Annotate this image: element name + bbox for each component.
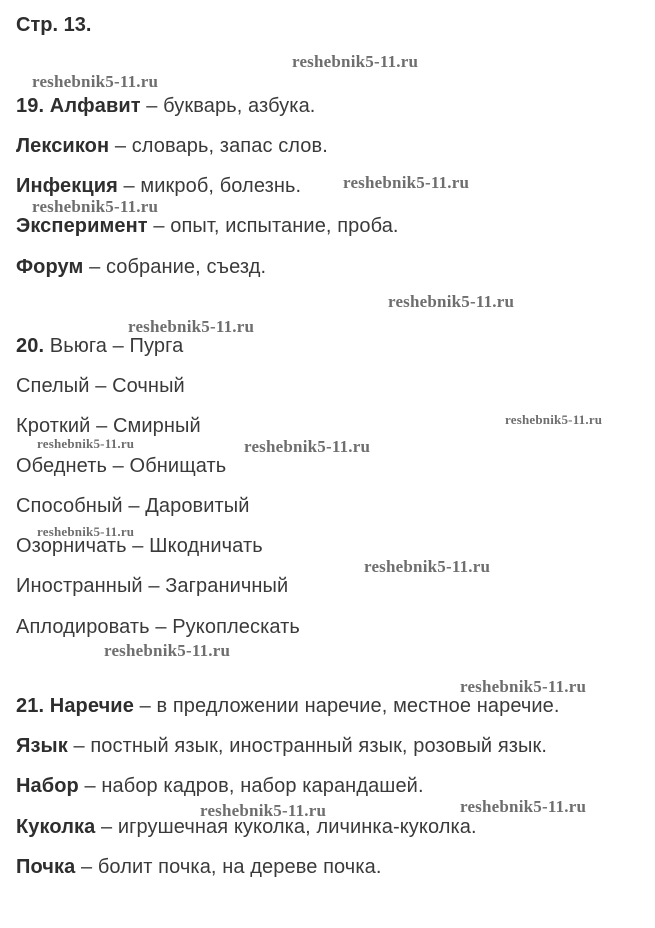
definition: – словарь, запас слов.	[109, 135, 328, 157]
section-number: 20.	[16, 335, 45, 357]
section-19-entry-5	[16, 255, 266, 279]
section-20-entry-4	[16, 454, 226, 478]
watermark: reshebnik5-11.ru	[32, 197, 159, 216]
page-number: Стр. 13.	[16, 14, 92, 36]
term: Алфавит	[49, 95, 141, 117]
definition: – набор кадров, набор карандашей.	[78, 775, 424, 797]
synonym-pair: Аплодировать – Рукоплескать	[16, 616, 300, 638]
watermark: reshebnik5-11.ru	[128, 317, 255, 336]
watermark: reshebnik5-11.ru	[343, 173, 470, 192]
term: Почка	[16, 856, 76, 878]
definition: – болит почка, на дереве почка.	[75, 856, 382, 878]
watermark: reshebnik5-11.ru	[388, 292, 515, 311]
watermark: reshebnik5-11.ru	[104, 641, 231, 660]
synonym-pair: Спелый – Сочный	[16, 375, 185, 397]
section-number: 19.	[16, 95, 45, 117]
section-21-entry-5	[16, 855, 381, 879]
term: Форум	[16, 256, 84, 278]
synonym-pair: Иностранный – Заграничный	[16, 575, 289, 597]
synonym-pair: Способный – Даровитый	[16, 495, 250, 517]
section-21-entry-1	[16, 694, 560, 718]
definition: – постный язык, иностранный язык, розовый язык.	[67, 735, 548, 757]
term: Куколка	[16, 816, 96, 838]
definition: – опыт, испытание, проба.	[147, 215, 399, 237]
watermark: reshebnik5-11.ru	[460, 677, 587, 696]
synonym-pair: Озорничать – Шкодничать	[16, 535, 263, 557]
term: Наречие	[49, 695, 134, 717]
watermark: reshebnik5-11.ru	[37, 524, 135, 539]
section-19-entry-2	[16, 134, 328, 158]
section-20-entry-7	[16, 574, 288, 598]
definition: – игрушечная куколка, личинка-куколка.	[95, 816, 477, 838]
section-21-entry-2	[16, 734, 547, 758]
definition: – в предложении наречие, местное наречие.	[133, 695, 560, 717]
watermark: reshebnik5-11.ru	[505, 412, 603, 427]
term: Инфекция	[16, 175, 118, 197]
watermark: reshebnik5-11.ru	[460, 797, 587, 816]
section-21-entry-3	[16, 774, 424, 798]
synonym-pair: Обеднеть – Обнищать	[16, 455, 227, 477]
definition: – букварь, азбука.	[140, 95, 316, 117]
section-20-entry-8	[16, 615, 300, 639]
section-20-entry-2	[16, 374, 185, 398]
watermark: reshebnik5-11.ru	[37, 436, 135, 451]
section-number: 21.	[16, 695, 45, 717]
watermark: reshebnik5-11.ru	[244, 437, 371, 456]
term: Набор	[16, 775, 79, 797]
watermark: reshebnik5-11.ru	[364, 557, 491, 576]
term: Эксперимент	[16, 215, 148, 237]
section-19-entry-4	[16, 214, 399, 238]
synonym-pair: Вьюга – Пурга	[49, 335, 184, 357]
section-19-entry-3	[16, 174, 301, 198]
synonym-pair: Кроткий – Смирный	[16, 415, 201, 437]
section-20-entry-1	[16, 334, 183, 358]
section-19-entry-1	[16, 94, 315, 118]
term: Лексикон	[16, 135, 110, 157]
watermark: reshebnik5-11.ru	[200, 801, 327, 820]
section-20-entry-3	[16, 414, 201, 438]
watermark: reshebnik5-11.ru	[32, 72, 159, 91]
watermark: reshebnik5-11.ru	[292, 52, 419, 71]
definition: – собрание, съезд.	[83, 256, 267, 278]
section-20-entry-5	[16, 494, 250, 518]
definition: – микроб, болезнь.	[117, 175, 302, 197]
term: Язык	[16, 735, 68, 757]
